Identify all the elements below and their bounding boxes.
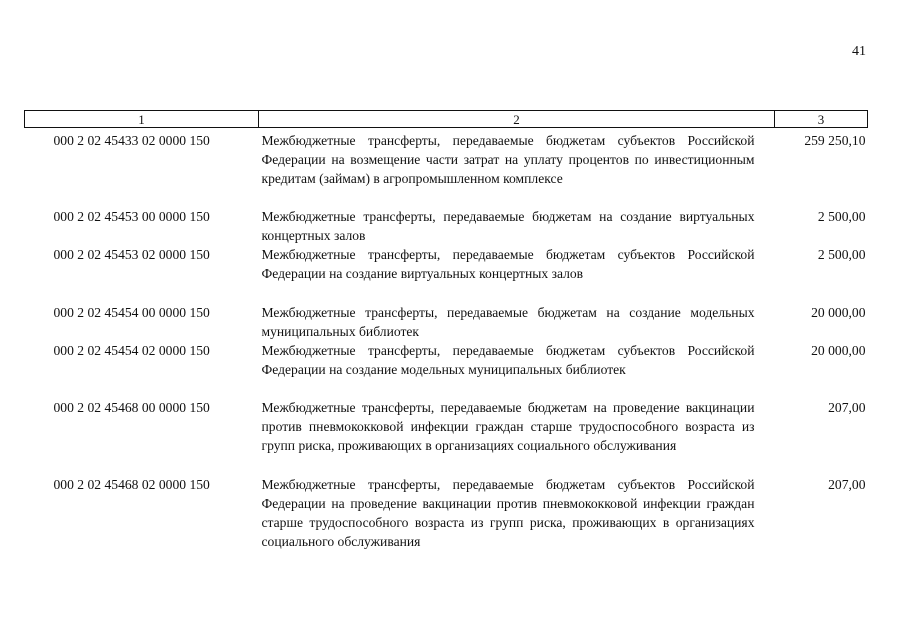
- table-row: [25, 303, 868, 341]
- income-amount: 2 500,00: [817, 247, 866, 262]
- budget-table: [24, 110, 868, 551]
- income-description: Межбюджетные трансферты, передаваемые бюджетам на создание модельных муниципальных библиотек: [261, 305, 755, 339]
- table-row: [25, 475, 868, 551]
- header-row: [25, 111, 868, 128]
- income-description: Межбюджетные трансферты, передаваемые бюджетам субъектов Российской Федерации на проведение вакцинации против пневмококковой инфекции граждан старше трудоспособного возраста из групп риска, проживающих в организациях социального обслуживания: [261, 477, 755, 549]
- income-description: Межбюджетные трансферты, передаваемые бюджетам субъектов Российской Федерации на создание модельных муниципальных библиотек: [261, 343, 755, 377]
- income-description: Межбюджетные трансферты, передаваемые бюджетам на создание виртуальных концертных залов: [261, 209, 755, 243]
- classification-code: 000 2 02 45453 00 0000 150: [53, 209, 210, 224]
- income-description: Межбюджетные трансферты, передаваемые бюджетам субъектов Российской Федерации на создание виртуальных концертных залов: [261, 247, 755, 281]
- column-header-description: 2: [259, 111, 775, 128]
- income-amount: 2 500,00: [817, 209, 866, 224]
- table-body: [25, 128, 868, 552]
- table-row: [25, 398, 868, 475]
- income-description: Межбюджетные трансферты, передаваемые бюджетам на проведение вакцинации против пневмококковой инфекции граждан старше трудоспособного возраста из групп риска, проживающих в организациях социального обслуживания: [261, 400, 755, 453]
- income-amount: 20 000,00: [811, 343, 866, 358]
- table-row: [25, 128, 868, 208]
- table-row: [25, 245, 868, 303]
- column-header-amount: 3: [775, 111, 868, 128]
- table-header: [25, 111, 868, 128]
- income-amount: 207,00: [828, 477, 866, 492]
- classification-code: 000 2 02 45468 02 0000 150: [53, 477, 210, 492]
- table-row: [25, 341, 868, 398]
- income-amount: 20 000,00: [811, 305, 866, 320]
- column-header-code: 1: [25, 111, 259, 128]
- classification-code: 000 2 02 45468 00 0000 150: [53, 400, 210, 415]
- page-number: 41: [852, 44, 866, 59]
- income-amount: 207,00: [828, 400, 866, 415]
- table-row: [25, 207, 868, 245]
- income-amount: 259 250,10: [804, 133, 866, 148]
- classification-code: 000 2 02 45433 02 0000 150: [53, 133, 210, 148]
- classification-code: 000 2 02 45454 02 0000 150: [53, 343, 210, 358]
- classification-code: 000 2 02 45454 00 0000 150: [53, 305, 210, 320]
- income-description: Межбюджетные трансферты, передаваемые бюджетам субъектов Российской Федерации на возмещение части затрат на уплату процентов по инвестиционным кредитам (займам) в агропромышленном комплексе: [261, 133, 755, 186]
- classification-code: 000 2 02 45453 02 0000 150: [53, 247, 210, 262]
